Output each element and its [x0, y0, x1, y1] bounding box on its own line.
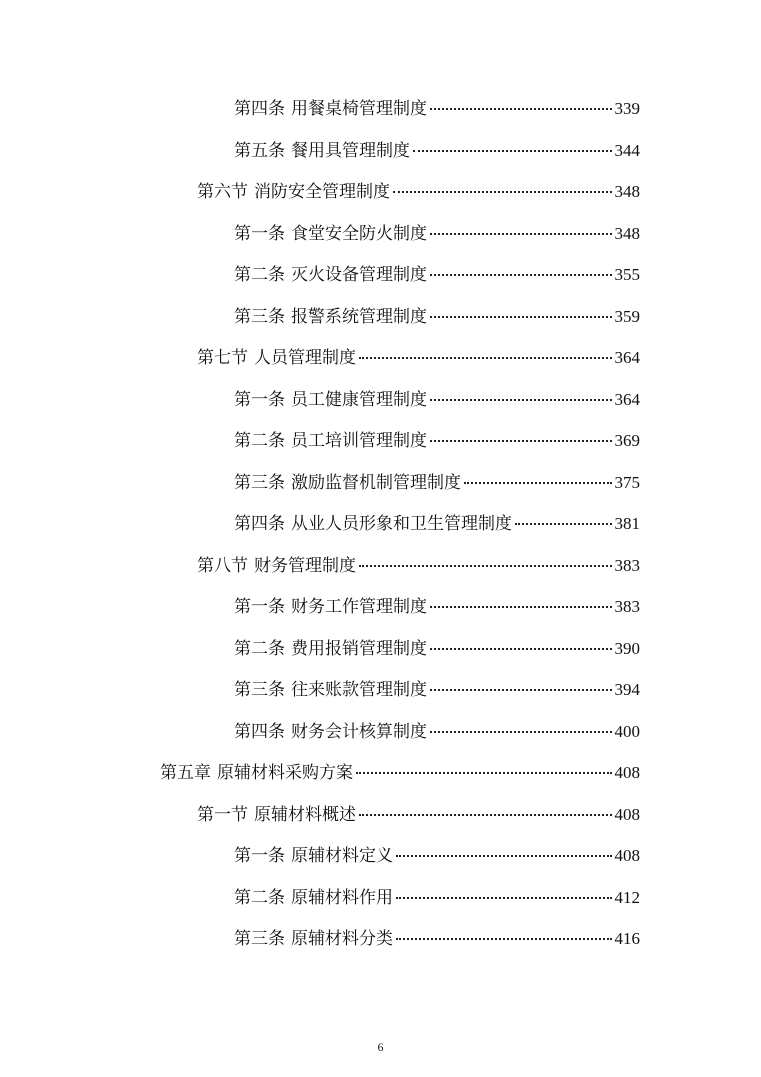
toc-dot-leader — [359, 565, 612, 567]
toc-entry-number: 第一条 — [234, 390, 285, 410]
toc-entry-page: 344 — [614, 141, 640, 160]
toc-entry-number: 第三条 — [234, 473, 285, 493]
toc-entry-number: 第六节 — [197, 182, 248, 202]
toc-entry-page: 416 — [614, 929, 640, 948]
toc-entry-page: 408 — [614, 763, 640, 782]
toc-dot-leader — [396, 897, 612, 899]
toc-entry-title: 员工健康管理制度 — [291, 390, 427, 410]
toc-entry[interactable] — [234, 97, 640, 121]
toc-entry[interactable] — [197, 180, 640, 204]
toc-entry-title: 费用报销管理制度 — [291, 639, 427, 659]
toc-entry-title: 食堂安全防火制度 — [291, 224, 427, 244]
toc-dot-leader — [430, 648, 612, 650]
toc-dot-leader — [430, 440, 612, 442]
toc-entry-title: 用餐桌椅管理制度 — [291, 99, 427, 119]
toc-entry-title: 报警系统管理制度 — [291, 307, 427, 327]
toc-entry-title: 往来账款管理制度 — [291, 680, 427, 700]
toc-entry[interactable] — [234, 886, 640, 910]
toc-entry-title: 员工培训管理制度 — [291, 431, 427, 451]
toc-entry[interactable] — [160, 761, 640, 785]
toc-entry-number: 第一节 — [197, 805, 248, 825]
toc-entry[interactable] — [234, 678, 640, 702]
toc-entry-title: 原辅材料作用 — [291, 888, 393, 908]
toc-entry-page: 383 — [614, 556, 640, 575]
toc-entry-number: 第二条 — [234, 888, 285, 908]
toc-entry[interactable] — [234, 222, 640, 246]
toc-dot-leader — [356, 772, 612, 774]
toc-entry[interactable] — [234, 429, 640, 453]
toc-entry-number: 第三条 — [234, 307, 285, 327]
toc-entry-number: 第五章 — [160, 763, 211, 783]
toc-dot-leader — [396, 855, 612, 857]
toc-dot-leader — [430, 689, 612, 691]
toc-entry[interactable] — [197, 554, 640, 578]
toc-dot-leader — [430, 233, 612, 235]
toc-entry-page: 348 — [614, 224, 640, 243]
toc-entry-page: 364 — [614, 348, 640, 367]
toc-entry[interactable] — [234, 305, 640, 329]
toc-entry-page: 381 — [614, 514, 640, 533]
toc-entry-number: 第四条 — [234, 722, 285, 742]
toc-entry[interactable] — [234, 720, 640, 744]
toc-entry[interactable] — [234, 388, 640, 412]
toc-dot-leader — [396, 938, 612, 940]
toc-entry-page: 375 — [614, 473, 640, 492]
toc-dot-leader — [515, 523, 612, 525]
toc-entry-page: 408 — [614, 846, 640, 865]
toc-entry-title: 原辅材料定义 — [291, 846, 393, 866]
toc-entry-page: 383 — [614, 597, 640, 616]
toc-entry-title: 财务工作管理制度 — [291, 597, 427, 617]
toc-entry[interactable] — [234, 927, 640, 951]
toc-entry[interactable] — [234, 844, 640, 868]
toc-dot-leader — [430, 316, 612, 318]
toc-entry-number: 第二条 — [234, 431, 285, 451]
toc-dot-leader — [464, 482, 612, 484]
toc-entry-title: 从业人员形象和卫生管理制度 — [291, 514, 512, 534]
toc-entry[interactable] — [234, 595, 640, 619]
toc-entry[interactable] — [197, 346, 640, 370]
toc-entry-number: 第三条 — [234, 929, 285, 949]
toc-dot-leader — [430, 274, 612, 276]
toc-entry[interactable] — [234, 139, 640, 163]
toc-entry-title: 人员管理制度 — [254, 348, 356, 368]
toc-entry-number: 第三条 — [234, 680, 285, 700]
toc-entry-page: 369 — [614, 431, 640, 450]
toc-entry-title: 消防安全管理制度 — [254, 182, 390, 202]
toc-entry-page: 400 — [614, 722, 640, 741]
toc-entry-title: 原辅材料采购方案 — [217, 763, 353, 783]
toc-entry-number: 第二条 — [234, 639, 285, 659]
toc-entry[interactable] — [234, 637, 640, 661]
toc-entry-number: 第五条 — [234, 141, 285, 161]
toc-entry-number: 第一条 — [234, 224, 285, 244]
toc-dot-leader — [430, 108, 612, 110]
toc-entry-page: 348 — [614, 182, 640, 201]
toc-entry[interactable] — [234, 471, 640, 495]
toc-dot-leader — [393, 191, 612, 193]
toc-entry-title: 激励监督机制管理制度 — [291, 473, 461, 493]
toc-entry-title: 财务管理制度 — [254, 556, 356, 576]
toc-entry-title: 餐用具管理制度 — [291, 141, 410, 161]
toc-entry-number: 第二条 — [234, 265, 285, 285]
toc-entry-number: 第四条 — [234, 99, 285, 119]
toc-dot-leader — [430, 731, 612, 733]
toc-entry-page: 408 — [614, 805, 640, 824]
toc-dot-leader — [430, 399, 612, 401]
toc-entry-page: 394 — [614, 680, 640, 699]
toc-entry-page: 412 — [614, 888, 640, 907]
toc-entry-number: 第七节 — [197, 348, 248, 368]
toc-dot-leader — [430, 606, 612, 608]
toc-entry-number: 第一条 — [234, 597, 285, 617]
page-number: 6 — [377, 1040, 384, 1054]
toc-entry[interactable] — [197, 803, 640, 827]
toc-entry-number: 第八节 — [197, 556, 248, 576]
toc-entry-page: 355 — [614, 265, 640, 284]
toc-entry-number: 第一条 — [234, 846, 285, 866]
toc-entry-title: 财务会计核算制度 — [291, 722, 427, 742]
toc-dot-leader — [359, 357, 612, 359]
toc-entry-title: 原辅材料分类 — [291, 929, 393, 949]
toc-entry-page: 359 — [614, 307, 640, 326]
toc-entry-title: 原辅材料概述 — [254, 805, 356, 825]
toc-dot-leader — [413, 150, 612, 152]
toc-entry-number: 第四条 — [234, 514, 285, 534]
toc-entry-page: 339 — [614, 99, 640, 118]
toc-dot-leader — [359, 814, 612, 816]
toc-entry-page: 364 — [614, 390, 640, 409]
toc-entry-title: 灭火设备管理制度 — [291, 265, 427, 285]
toc-entry[interactable] — [234, 512, 640, 536]
toc-entry[interactable] — [234, 263, 640, 287]
toc-entry-page: 390 — [614, 639, 640, 658]
